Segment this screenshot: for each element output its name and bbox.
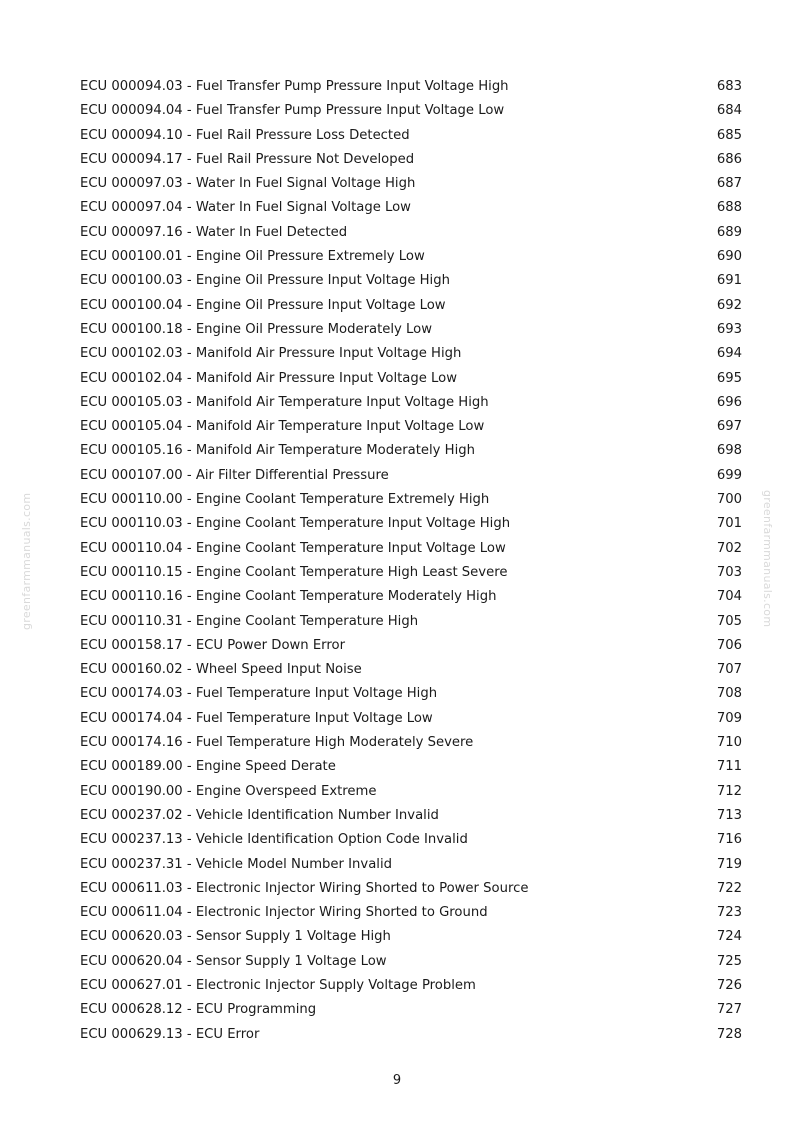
toc-entry-page-number: 725 <box>716 953 742 969</box>
toc-entry-page-number: 712 <box>716 783 742 799</box>
toc-entry-title: ECU 000237.13 - Vehicle Identification Option Code Invalid <box>80 832 468 848</box>
toc-entry-page-number: 706 <box>716 637 742 653</box>
toc-entry-page-number: 719 <box>716 856 742 872</box>
toc-entry-title: ECU 000100.03 - Engine Oil Pressure Input Voltage High <box>80 273 450 289</box>
toc-entry-title: ECU 000611.03 - Electronic Injector Wiring Shorted to Power Source <box>80 880 529 896</box>
toc-entry[interactable] <box>80 269 742 293</box>
toc-entry[interactable] <box>80 682 742 706</box>
toc-entry-title: ECU 000627.01 - Electronic Injector Supply Voltage Problem <box>80 977 476 993</box>
toc-entry[interactable] <box>80 464 742 488</box>
toc-entry-title: ECU 000174.03 - Fuel Temperature Input Voltage High <box>80 686 438 702</box>
toc-entry-title: ECU 000110.03 - Engine Coolant Temperature Input Voltage High <box>80 516 511 532</box>
toc-entry-page-number: 710 <box>716 735 742 751</box>
toc-entry-page-number: 700 <box>716 492 742 508</box>
toc-entry[interactable] <box>80 731 742 755</box>
watermark-right: greenfarmmanuals.com <box>761 490 774 628</box>
toc-entry[interactable] <box>80 221 742 245</box>
toc-entry[interactable] <box>80 877 742 901</box>
toc-entry-page-number: 688 <box>716 200 742 216</box>
toc-entry-page-number: 716 <box>716 832 742 848</box>
page-number: 9 <box>392 1073 402 1088</box>
toc-entry-title: ECU 000160.02 - Wheel Speed Input Noise <box>80 662 362 678</box>
toc-entry[interactable] <box>80 1023 742 1047</box>
toc-entry[interactable] <box>80 124 742 148</box>
toc-entry[interactable] <box>80 901 742 925</box>
toc-entry-title: ECU 000097.03 - Water In Fuel Signal Voltage High <box>80 176 416 192</box>
toc-entry-title: ECU 000094.10 - Fuel Rail Pressure Loss Detected <box>80 127 410 143</box>
toc-entry-page-number: 683 <box>716 79 742 94</box>
toc-entry[interactable] <box>80 998 742 1022</box>
toc-entry[interactable] <box>80 853 742 877</box>
toc-entry-title: ECU 000628.12 - ECU Programming <box>80 1002 317 1018</box>
toc-entry[interactable] <box>80 585 742 609</box>
toc-entry-title: ECU 000100.01 - Engine Oil Pressure Extremely Low <box>80 249 425 265</box>
toc-entry-page-number: 699 <box>716 467 742 483</box>
toc-entry-title: ECU 000174.04 - Fuel Temperature Input Voltage Low <box>80 710 433 726</box>
toc-entry-title: ECU 000110.00 - Engine Coolant Temperature Extremely High <box>80 492 490 508</box>
toc-entry-page-number: 686 <box>716 151 742 167</box>
toc-entry-page-number: 722 <box>716 880 742 896</box>
toc-entry[interactable] <box>80 391 742 415</box>
toc-entry[interactable] <box>80 367 742 391</box>
toc-entry-page-number: 727 <box>716 1002 742 1018</box>
toc-entry-page-number: 702 <box>716 540 742 556</box>
toc-entry-page-number: 697 <box>716 419 742 435</box>
toc-entry[interactable] <box>80 172 742 196</box>
toc-entry[interactable] <box>80 318 742 342</box>
toc-entry-page-number: 728 <box>716 1026 742 1042</box>
toc-entry[interactable] <box>80 804 742 828</box>
toc-entry-page-number: 704 <box>716 589 742 605</box>
toc-entry-page-number: 689 <box>716 224 742 240</box>
toc-entry-title: ECU 000189.00 - Engine Speed Derate <box>80 759 336 775</box>
toc-entry-page-number: 698 <box>716 443 742 459</box>
toc-entry-title: ECU 000097.16 - Water In Fuel Detected <box>80 224 348 240</box>
toc-entry[interactable] <box>80 99 742 123</box>
toc-entry[interactable] <box>80 537 742 561</box>
toc-entry-page-number: 705 <box>716 613 742 629</box>
toc-entry-title: ECU 000094.04 - Fuel Transfer Pump Pressure Input Voltage Low <box>80 103 505 119</box>
toc-entry-title: ECU 000620.03 - Sensor Supply 1 Voltage High <box>80 929 391 945</box>
toc-entry[interactable] <box>80 439 742 463</box>
toc-entry-title: ECU 000107.00 - Air Filter Differential Pressure <box>80 467 389 483</box>
toc-entry-title: ECU 000105.04 - Manifold Air Temperature Input Voltage Low <box>80 419 485 435</box>
toc-entry[interactable] <box>80 925 742 949</box>
toc-entry[interactable] <box>80 828 742 852</box>
toc-entry-title: ECU 000110.15 - Engine Coolant Temperature High Least Severe <box>80 564 508 580</box>
toc-entry-title: ECU 000105.03 - Manifold Air Temperature Input Voltage High <box>80 394 489 410</box>
toc-entry-page-number: 711 <box>716 759 742 775</box>
toc-entry[interactable] <box>80 294 742 318</box>
toc-entry-page-number: 695 <box>716 370 742 386</box>
toc-entry-page-number: 694 <box>716 346 742 362</box>
toc-entry[interactable] <box>80 950 742 974</box>
toc-entry-page-number: 685 <box>716 127 742 143</box>
toc-entry-page-number: 713 <box>716 807 742 823</box>
toc-entry-title: ECU 000097.04 - Water In Fuel Signal Voltage Low <box>80 200 411 216</box>
toc-entry-title: ECU 000158.17 - ECU Power Down Error <box>80 637 345 653</box>
toc-entry-page-number: 703 <box>716 564 742 580</box>
toc-entry-title: ECU 000110.04 - Engine Coolant Temperature Input Voltage Low <box>80 540 506 556</box>
toc-entry[interactable] <box>80 755 742 779</box>
toc-entry-title: ECU 000100.18 - Engine Oil Pressure Moderately Low <box>80 321 432 337</box>
toc-entry[interactable] <box>80 245 742 269</box>
toc-entry-title: ECU 000237.02 - Vehicle Identification Number Invalid <box>80 807 439 823</box>
toc-entry[interactable] <box>80 512 742 536</box>
toc-entry-title: ECU 000105.16 - Manifold Air Temperature Moderately High <box>80 443 475 459</box>
toc-entry-title: ECU 000629.13 - ECU Error <box>80 1026 260 1042</box>
toc-entry[interactable] <box>80 342 742 366</box>
toc-entry[interactable] <box>80 488 742 512</box>
toc-entry[interactable] <box>80 707 742 731</box>
toc-entry-page-number: 696 <box>716 394 742 410</box>
toc-entry[interactable] <box>80 75 742 99</box>
toc-entry-page-number: 690 <box>716 249 742 265</box>
toc-entry-title: ECU 000102.03 - Manifold Air Pressure Input Voltage High <box>80 346 462 362</box>
toc-entry[interactable] <box>80 196 742 220</box>
toc-entry-page-number: 726 <box>716 977 742 993</box>
toc-entry-page-number: 693 <box>716 321 742 337</box>
toc-entry[interactable] <box>80 780 742 804</box>
toc-entry-page-number: 692 <box>716 297 742 313</box>
toc-entry[interactable] <box>80 658 742 682</box>
toc-entry-title: ECU 000094.03 - Fuel Transfer Pump Pressure Input Voltage High <box>80 79 509 94</box>
toc-entry-page-number: 687 <box>716 176 742 192</box>
toc-entry-page-number: 709 <box>716 710 742 726</box>
toc-entry[interactable] <box>80 415 742 439</box>
toc-entry-page-number: 684 <box>716 103 742 119</box>
toc-entry[interactable] <box>80 148 742 172</box>
toc-entry-title: ECU 000174.16 - Fuel Temperature High Moderately Severe <box>80 735 474 751</box>
toc-entry-page-number: 724 <box>716 929 742 945</box>
toc-entry-title: ECU 000110.16 - Engine Coolant Temperature Moderately High <box>80 589 497 605</box>
toc-entry-title: ECU 000190.00 - Engine Overspeed Extreme <box>80 783 377 799</box>
toc-entry-title: ECU 000100.04 - Engine Oil Pressure Input Voltage Low <box>80 297 446 313</box>
toc-entry-page-number: 701 <box>716 516 742 532</box>
table-of-contents <box>80 75 742 1047</box>
toc-entry-title: ECU 000110.31 - Engine Coolant Temperature High <box>80 613 419 629</box>
toc-entry-page-number: 691 <box>716 273 742 289</box>
toc-entry[interactable] <box>80 561 742 585</box>
toc-entry-title: ECU 000620.04 - Sensor Supply 1 Voltage Low <box>80 953 387 969</box>
toc-entry[interactable] <box>80 634 742 658</box>
toc-entry[interactable] <box>80 974 742 998</box>
toc-entry-title: ECU 000611.04 - Electronic Injector Wiring Shorted to Ground <box>80 905 488 921</box>
watermark-left: greenfarmmanuals.com <box>20 492 33 630</box>
toc-entry-title: ECU 000237.31 - Vehicle Model Number Invalid <box>80 856 392 872</box>
toc-entry-page-number: 723 <box>716 905 742 921</box>
toc-entry-page-number: 707 <box>716 662 742 678</box>
toc-entry-title: ECU 000102.04 - Manifold Air Pressure Input Voltage Low <box>80 370 458 386</box>
toc-entry[interactable] <box>80 610 742 634</box>
toc-entry-title: ECU 000094.17 - Fuel Rail Pressure Not Developed <box>80 151 415 167</box>
toc-entry-page-number: 708 <box>716 686 742 702</box>
